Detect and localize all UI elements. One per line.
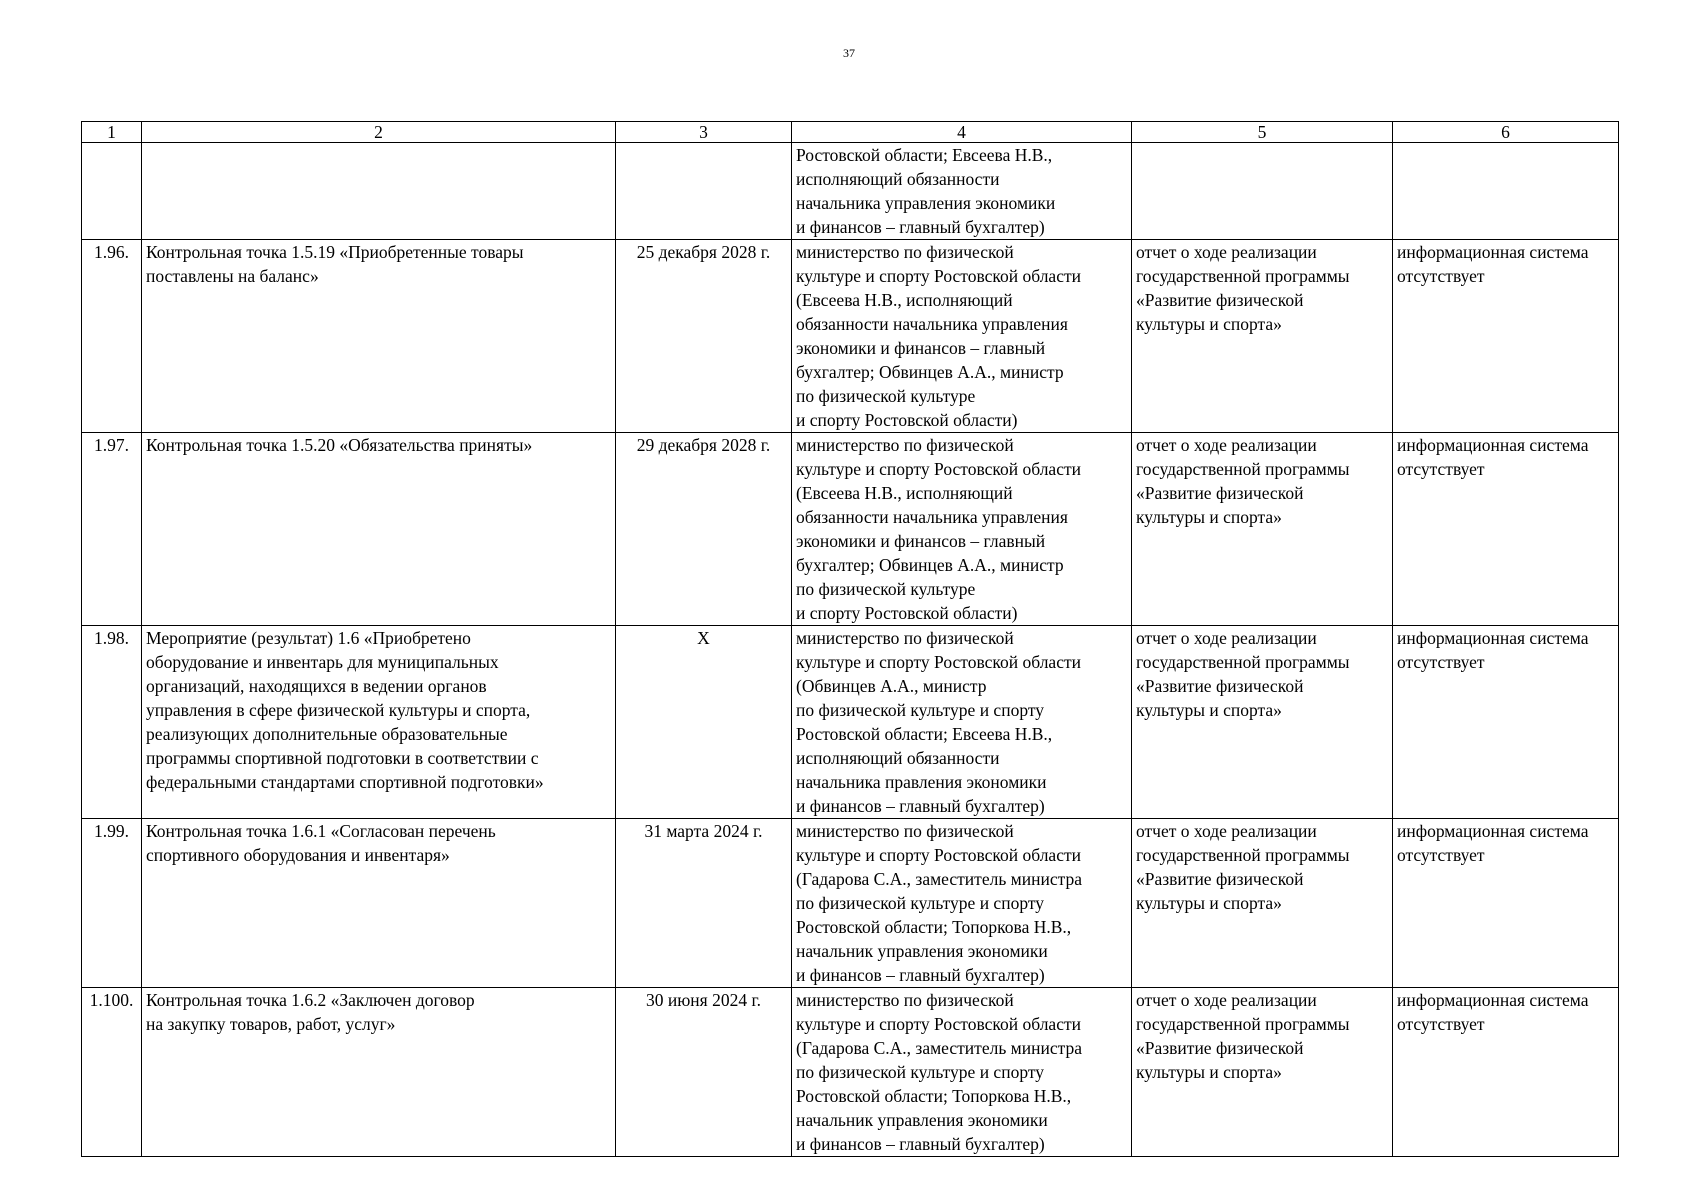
row-number-cell (82, 143, 142, 240)
column-header: 3 (616, 122, 792, 143)
row-name-cell: Мероприятие (результат) 1.6 «Приобретено оборудование и инвентарь для муниципальных организаций, находящихся в ведении органов управления в сфере физической культуры и спорта, реализующих дополнительные образовательные программы спортивной подготовки в соответствии с федеральными стандартами спортивной подготовки» (142, 626, 616, 819)
table-row (82, 433, 1619, 626)
page-number: 37 (843, 46, 855, 60)
row-system-cell: информационная система отсутствует (1393, 626, 1619, 819)
row-date-cell: 25 декабря 2028 г. (616, 240, 792, 433)
row-document-cell (1132, 143, 1393, 240)
row-responsible-cell: министерство по физической культуре и спорту Ростовской области (Гадарова С.А., заместитель министра по физической культуре и спорту Ростовской области; Топоркова Н.В., начальник управления экономики и финансов – главный бухгалтер) (792, 819, 1132, 988)
column-header: 4 (792, 122, 1132, 143)
row-system-cell: информационная система отсутствует (1393, 988, 1619, 1157)
row-system-cell: информационная система отсутствует (1393, 240, 1619, 433)
control-points-table (81, 121, 1619, 1157)
table-row (82, 240, 1619, 433)
column-header: 1 (82, 122, 142, 143)
row-number-cell: 1.99. (82, 819, 142, 988)
row-responsible-cell: Ростовской области; Евсеева Н.В., исполняющий обязанности начальника управления экономики и финансов – главный бухгалтер) (792, 143, 1132, 240)
row-document-cell: отчет о ходе реализации государственной программы «Развитие физической культуры и спорта» (1132, 240, 1393, 433)
column-header: 5 (1132, 122, 1393, 143)
row-system-cell: информационная система отсутствует (1393, 433, 1619, 626)
row-date-cell: 31 марта 2024 г. (616, 819, 792, 988)
row-system-cell: информационная система отсутствует (1393, 819, 1619, 988)
row-date-cell: 30 июня 2024 г. (616, 988, 792, 1157)
row-system-cell (1393, 143, 1619, 240)
row-date-cell: 29 декабря 2028 г. (616, 433, 792, 626)
row-responsible-cell: министерство по физической культуре и спорту Ростовской области (Евсеева Н.В., исполняющий обязанности начальника управления экономики и финансов – главный бухгалтер; Обвинцев А.А., министр по физической культуре и спорту Ростовской области) (792, 240, 1132, 433)
row-document-cell: отчет о ходе реализации государственной программы «Развитие физической культуры и спорта» (1132, 819, 1393, 988)
row-document-cell: отчет о ходе реализации государственной программы «Развитие физической культуры и спорта» (1132, 626, 1393, 819)
row-date-cell (616, 143, 792, 240)
row-number-cell: 1.98. (82, 626, 142, 819)
column-number-row (82, 122, 1619, 143)
column-header: 6 (1393, 122, 1619, 143)
column-header: 2 (142, 122, 616, 143)
row-responsible-cell: министерство по физической культуре и спорту Ростовской области (Обвинцев А.А., министр по физической культуре и спорту Ростовской области; Евсеева Н.В., исполняющий обязанности начальника правления экономики и финансов – главный бухгалтер) (792, 626, 1132, 819)
row-name-cell: Контрольная точка 1.5.20 «Обязательства приняты» (142, 433, 616, 626)
row-name-cell: Контрольная точка 1.6.1 «Согласован перечень спортивного оборудования и инвентаря» (142, 819, 616, 988)
row-number-cell: 1.97. (82, 433, 142, 626)
table-row (82, 143, 1619, 240)
row-responsible-cell: министерство по физической культуре и спорту Ростовской области (Гадарова С.А., заместитель министра по физической культуре и спорту Ростовской области; Топоркова Н.В., начальник управления экономики и финансов – главный бухгалтер) (792, 988, 1132, 1157)
row-name-cell: Контрольная точка 1.5.19 «Приобретенные товары поставлены на баланс» (142, 240, 616, 433)
table-row (82, 626, 1619, 819)
row-number-cell: 1.96. (82, 240, 142, 433)
table-row (82, 988, 1619, 1157)
row-document-cell: отчет о ходе реализации государственной программы «Развитие физической культуры и спорта» (1132, 433, 1393, 626)
table-row (82, 819, 1619, 988)
row-responsible-cell: министерство по физической культуре и спорту Ростовской области (Евсеева Н.В., исполняющий обязанности начальника управления экономики и финансов – главный бухгалтер; Обвинцев А.А., министр по физической культуре и спорту Ростовской области) (792, 433, 1132, 626)
row-document-cell: отчет о ходе реализации государственной программы «Развитие физической культуры и спорта» (1132, 988, 1393, 1157)
row-date-cell: Х (616, 626, 792, 819)
row-number-cell: 1.100. (82, 988, 142, 1157)
row-name-cell (142, 143, 616, 240)
row-name-cell: Контрольная точка 1.6.2 «Заключен договор на закупку товаров, работ, услуг» (142, 988, 616, 1157)
